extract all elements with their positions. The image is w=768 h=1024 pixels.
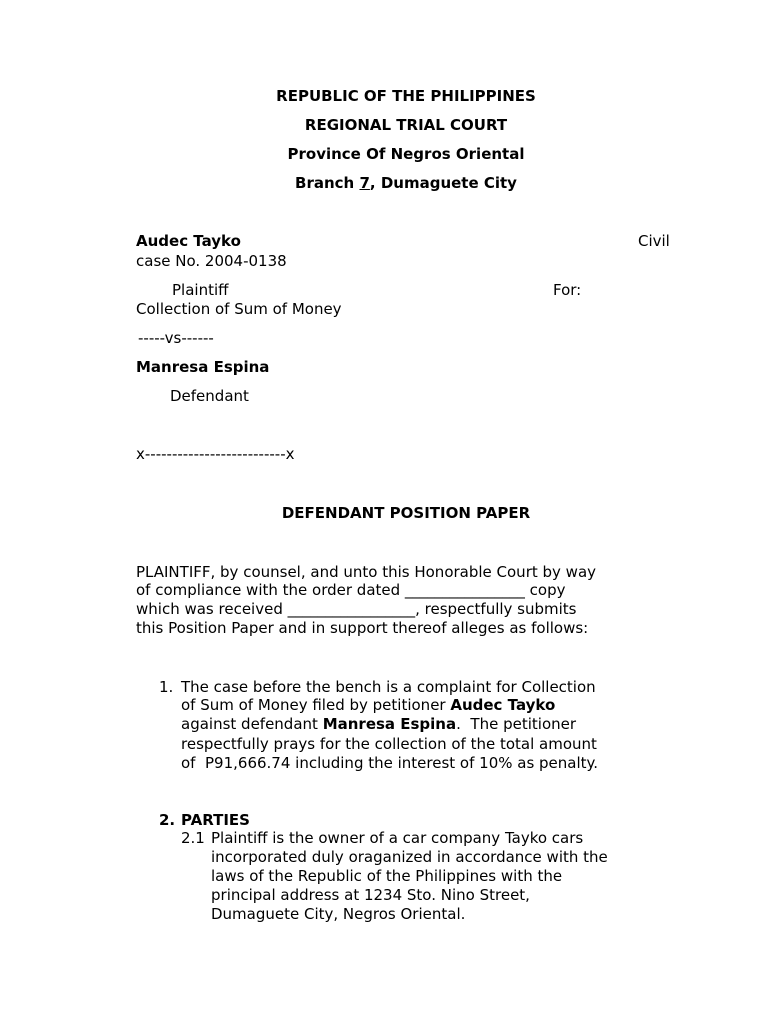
case-number: case No. 2004-0138 [136,252,287,270]
plaintiff-label: Plaintiff [172,281,229,299]
item-2-1-line-3: laws of the Republic of the Philippines with the [211,867,563,885]
header-branch [0,174,768,193]
defendant-name: Manresa Espina [136,358,270,376]
item-2-1-line-1: Plaintiff is the owner of a car company Tayko cars [211,829,584,847]
item-1-defendant-name: Manresa Espina [322,715,457,733]
item-1-line-2 [181,696,555,715]
item-1-line-5: of P91,666.74 including the interest of 10% as penalty. [181,754,599,772]
case-nature: Collection of Sum of Money [136,300,342,318]
item-1-line-2-text: of Sum of Money filed by petitioner [181,696,451,714]
item-1-line-3 [181,715,576,734]
item-1-line-3-tail: . The petitioner [456,715,577,733]
intro-line-3: which was received _________________, respectfully submits [136,600,577,618]
defendant-label: Defendant [170,387,249,405]
caption-separator: x--------------------------x [136,445,295,463]
item-1-line-3-text: against defendant [181,715,323,733]
item-1-line-1: The case before the bench is a complaint for Collection [181,678,596,696]
versus-separator: -----vs------ [138,329,214,347]
branch-suffix: , Dumaguete City [369,174,517,192]
intro-line-2: of compliance with the order dated ________________ copy [136,581,566,599]
branch-number: 7 [359,174,370,192]
intro-line-4: this Position Paper and in support thereof alleges as follows: [136,619,589,637]
item-1-line-4: respectfully prays for the collection of the total amount [181,735,597,753]
branch-prefix: Branch [295,174,360,192]
item-2-1-line-5: Dumaguete City, Negros Oriental. [211,905,466,923]
item-2-1-number: 2.1 [181,829,205,847]
item-2-number: 2. [159,811,176,829]
civil-label: Civil [638,232,670,250]
item-2-heading: PARTIES [181,811,250,829]
for-label: For: [553,281,582,299]
item-1-number: 1. [159,678,174,696]
header-republic: REPUBLIC OF THE PHILIPPINES [276,87,536,105]
item-1-plaintiff-name: Audec Tayko [450,696,556,714]
item-2-1-line-4: principal address at 1234 Sto. Nino Street, [211,886,530,904]
item-2-1-line-2: incorporated duly oraganized in accordance with the [211,848,608,866]
plaintiff-name: Audec Tayko [136,232,241,250]
header-province: Province Of Negros Oriental [287,145,525,163]
document-title: DEFENDANT POSITION PAPER [281,504,531,522]
intro-line-1: PLAINTIFF, by counsel, and unto this Honorable Court by way [136,563,597,581]
header-court: REGIONAL TRIAL COURT [304,116,508,134]
